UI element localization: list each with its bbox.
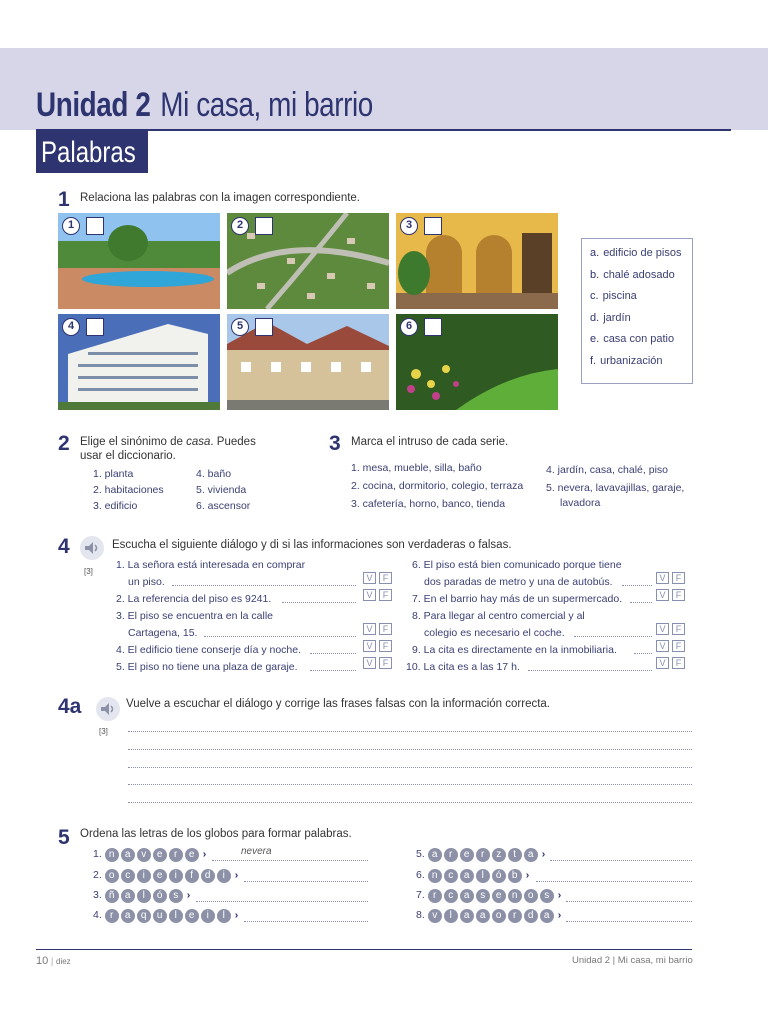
ex4-statement: 8. Para llegar al centro comercial y al [412, 610, 585, 622]
audio-play-button[interactable] [96, 697, 120, 721]
ex4-statement: un piso. [128, 576, 165, 588]
photo-5-number: 5 [231, 318, 249, 336]
letter-bubble: l [137, 889, 151, 903]
letter-bubble: a [460, 909, 474, 923]
letter-bubbles [416, 869, 529, 883]
letter-bubble: i [169, 869, 183, 883]
ex3-item: 1. mesa, mueble, silla, baño [351, 462, 482, 474]
letter-bubble: i [201, 909, 215, 923]
section-label: Palabras [41, 136, 136, 169]
letter-bubble: e [185, 909, 199, 923]
letter-bubbles [93, 889, 190, 903]
dotted-leader [204, 636, 356, 637]
option-letter: f. [590, 354, 597, 367]
example-answer: nevera [241, 846, 272, 857]
instr-part: . Puedes [210, 436, 256, 448]
letter-bubbles [416, 909, 561, 923]
answer-line[interactable] [550, 860, 692, 861]
letter-bubble: ñ [105, 889, 119, 903]
letter-bubble: o [492, 909, 506, 923]
photo-6-number: 6 [400, 318, 418, 336]
false-checkbox[interactable]: F [672, 640, 685, 652]
letter-bubble: a [121, 848, 135, 862]
instr-part: Elige el sinónimo de [80, 436, 187, 448]
letter-bubble: n [508, 889, 522, 903]
letter-bubble: r [105, 909, 119, 923]
answer-line[interactable] [212, 860, 368, 861]
ex4-statement: 6. El piso está bien comunicado porque tiene [412, 559, 622, 571]
letter-bubble: u [153, 909, 167, 923]
item-number: 5. [416, 848, 428, 860]
instr-emphasis: casa [186, 436, 211, 448]
chevron-right-icon: › [234, 869, 239, 881]
ex4-statement: 5. El piso no tiene una plaza de garaje. [116, 661, 298, 673]
true-checkbox[interactable]: V [656, 572, 669, 584]
page-num: 10 [36, 955, 49, 967]
false-checkbox[interactable]: F [672, 623, 685, 635]
footer-rule [36, 949, 692, 950]
chevron-right-icon: › [525, 869, 530, 881]
true-checkbox[interactable]: V [363, 572, 376, 584]
option-item [590, 355, 692, 377]
ex2-item: 6. ascensor [196, 500, 251, 512]
option-text: edificio de pisos [603, 247, 682, 259]
option-text: jardín [603, 311, 631, 324]
false-checkbox[interactable]: F [379, 572, 392, 584]
answer-line[interactable] [244, 921, 368, 922]
letter-bubble: s [476, 889, 490, 903]
vf-pair [653, 623, 685, 635]
letter-bubble: a [460, 889, 474, 903]
unit-name: Mi casa, mi barrio [160, 86, 373, 124]
ex4-statement: 3. El piso se encuentra en la calle [116, 610, 274, 622]
ex4-statement: dos paradas de metro y una de autobús. [424, 576, 613, 588]
answer-line[interactable] [128, 749, 692, 750]
letter-bubbles [416, 848, 545, 862]
letter-bubble: r [428, 889, 442, 903]
answer-line[interactable] [566, 921, 692, 922]
item-number: 6. [416, 869, 428, 881]
footer-unit: Unidad 2 | Mi casa, mi barrio [572, 955, 693, 966]
letter-bubble: v [137, 848, 151, 862]
audio-track: [3] [99, 727, 108, 736]
letter-bubble: c [444, 869, 458, 883]
letter-bubble: i [217, 869, 231, 883]
ex4-statement: colegio es necesario el coche. [424, 627, 565, 639]
letter-bubbles [416, 889, 561, 903]
photo-4-answer-box[interactable] [86, 318, 104, 336]
photo-5-answer-box[interactable] [255, 318, 273, 336]
false-checkbox[interactable]: F [672, 589, 685, 601]
letter-bubble: ó [492, 869, 506, 883]
letter-bubble: l [169, 909, 183, 923]
option-letter: d. [590, 311, 600, 324]
exercise-2-number: 2 [58, 432, 70, 455]
answer-line[interactable] [128, 767, 692, 768]
letter-bubble: e [153, 848, 167, 862]
vf-pair [360, 572, 392, 584]
true-checkbox[interactable]: V [363, 657, 376, 669]
exercise-4-instruction: Escucha el siguiente diálogo y di si las informaciones son verdaderas o falsas. [112, 539, 512, 551]
photo-6-answer-box[interactable] [424, 318, 442, 336]
vf-pair [360, 623, 392, 635]
exercise-1-number: 1 [58, 188, 70, 211]
answer-line[interactable] [196, 901, 368, 902]
letter-bubble: c [121, 869, 135, 883]
ex4-statement: 7. En el barrio hay más de un supermercado. [412, 593, 623, 605]
unit-title [36, 86, 373, 125]
photo-2-number: 2 [231, 217, 249, 235]
letter-bubble: r [476, 848, 490, 862]
letter-bubble: n [428, 869, 442, 883]
answer-line[interactable] [244, 881, 368, 882]
ex3-item: 4. jardín, casa, chalé, piso [546, 464, 668, 476]
exercise-5-instruction: Ordena las letras de los globos para formar palabras. [80, 828, 352, 840]
vf-pair [360, 657, 392, 669]
letter-bubble: r [169, 848, 183, 862]
letter-bubble: z [492, 848, 506, 862]
letter-bubble: l [217, 909, 231, 923]
dotted-leader [310, 670, 356, 671]
vf-pair [653, 657, 685, 669]
letter-bubble: o [524, 889, 538, 903]
vf-pair [360, 589, 392, 601]
letter-bubble: n [105, 848, 119, 862]
letter-bubble: q [137, 909, 151, 923]
item-number: 8. [416, 909, 428, 921]
exercise-4a-number: 4a [58, 695, 82, 718]
true-checkbox[interactable]: V [363, 623, 376, 635]
ex3-item: 3. cafetería, horno, banco, tienda [351, 498, 506, 510]
vf-pair [360, 640, 392, 652]
letter-bubble: r [444, 848, 458, 862]
item-number: 2. [93, 869, 105, 881]
letter-bubble: c [444, 889, 458, 903]
answer-line[interactable] [128, 731, 692, 732]
letter-bubble: s [169, 889, 183, 903]
item-number: 1. [93, 848, 105, 860]
letter-bubble: e [153, 869, 167, 883]
true-checkbox[interactable]: V [363, 640, 376, 652]
false-checkbox[interactable]: F [379, 589, 392, 601]
photo-apartment-building [58, 314, 220, 410]
photo-urbanization [227, 213, 389, 309]
answer-line[interactable] [536, 881, 692, 882]
photo-4-number: 4 [62, 318, 80, 336]
photo-2-answer-box[interactable] [255, 217, 273, 235]
option-text: urbanización [600, 354, 663, 367]
letter-bubble: a [476, 909, 490, 923]
option-item [590, 312, 692, 334]
letter-bubbles [93, 848, 206, 862]
option-letter: e. [590, 333, 600, 346]
photo-3-number: 3 [400, 217, 418, 235]
dotted-leader [634, 653, 652, 654]
letter-bubbles [93, 909, 238, 923]
letter-bubble: a [524, 848, 538, 862]
option-letter: c. [590, 290, 599, 303]
exercise-1-instruction: Relaciona las palabras con la imagen correspondiente. [80, 192, 361, 204]
chevron-right-icon: › [541, 848, 546, 860]
letter-bubble: l [444, 909, 458, 923]
exercise-3-instruction: Marca el intruso de cada serie. [351, 436, 509, 448]
photo-pool [58, 213, 220, 309]
option-text: piscina [602, 290, 637, 303]
dotted-leader [622, 585, 652, 586]
letter-bubble: v [428, 909, 442, 923]
true-checkbox[interactable]: V [656, 657, 669, 669]
page-word: diez [56, 957, 71, 966]
photo-3-answer-box[interactable] [424, 217, 442, 235]
option-item [590, 247, 692, 269]
ex3-item: lavadora [560, 497, 601, 509]
dotted-leader [630, 602, 652, 603]
letter-bubble: t [508, 848, 522, 862]
ex3-item: 5. nevera, lavavajillas, garaje, [546, 482, 685, 494]
letter-bubble: e [185, 848, 199, 862]
exercise-3-number: 3 [329, 432, 341, 455]
answer-line[interactable] [566, 901, 692, 902]
false-checkbox[interactable]: F [672, 657, 685, 669]
item-number: 3. [93, 889, 105, 901]
photo-1-number: 1 [62, 217, 80, 235]
exercise-2-instruction-line2: usar el diccionario. [80, 450, 176, 462]
speaker-icon [99, 700, 117, 718]
false-checkbox[interactable]: F [379, 640, 392, 652]
ex4-statement: 9. La cita es directamente en la inmobiliaria. [412, 644, 617, 656]
dotted-leader [528, 670, 652, 671]
dotted-leader [574, 636, 652, 637]
letter-bubble: e [492, 889, 506, 903]
letter-bubble: l [476, 869, 490, 883]
chevron-right-icon: › [557, 889, 562, 901]
letter-bubble: r [508, 909, 522, 923]
ex4-statement: Cartagena, 15. [128, 627, 198, 639]
letter-bubble: s [540, 889, 554, 903]
vf-pair [653, 589, 685, 601]
ex2-item: 1. planta [93, 468, 134, 480]
item-number: 7. [416, 889, 428, 901]
answer-line[interactable] [128, 802, 692, 803]
letter-bubble: i [137, 869, 151, 883]
chevron-right-icon: › [557, 909, 562, 921]
option-letter: a. [590, 247, 600, 259]
options-box [581, 238, 693, 384]
dotted-leader [282, 602, 356, 603]
photo-patio-house [396, 213, 558, 309]
option-item [590, 290, 692, 312]
false-checkbox[interactable]: F [379, 657, 392, 669]
option-letter: b. [590, 268, 600, 281]
true-checkbox[interactable]: V [656, 640, 669, 652]
vf-pair [653, 640, 685, 652]
true-checkbox[interactable]: V [363, 589, 376, 601]
letter-bubble: a [540, 909, 554, 923]
false-checkbox[interactable]: F [672, 572, 685, 584]
letter-bubble: a [460, 869, 474, 883]
letter-bubble: a [428, 848, 442, 862]
letter-bubble: o [105, 869, 119, 883]
letter-bubble: d [524, 909, 538, 923]
vf-pair [653, 572, 685, 584]
false-checkbox[interactable]: F [379, 623, 392, 635]
ex4-statement: 10. La cita es a las 17 h. [406, 661, 520, 673]
chevron-right-icon: › [234, 909, 239, 921]
speaker-icon [83, 539, 101, 557]
option-item [590, 333, 692, 355]
letter-bubble: a [121, 909, 135, 923]
ex2-item: 5. vivienda [196, 484, 247, 496]
exercise-4-number: 4 [58, 535, 70, 558]
ex4-statement: 2. La referencia del piso es 9241. [116, 593, 272, 605]
ex2-item: 2. habitaciones [93, 484, 164, 496]
exercise-5-number: 5 [58, 826, 70, 849]
dotted-leader [172, 585, 356, 586]
letter-bubble: b [508, 869, 522, 883]
audio-track: [3] [84, 567, 93, 576]
exercise-4a-instruction: Vuelve a escuchar el diálogo y corrige las frases falsas con la información correcta. [126, 698, 551, 710]
letter-bubble: e [460, 848, 474, 862]
unit-label: Unidad 2 [36, 86, 151, 124]
option-item [590, 269, 692, 291]
chevron-right-icon: › [186, 889, 191, 901]
item-number: 4. [93, 909, 105, 921]
letter-bubble: f [185, 869, 199, 883]
section-tab [36, 131, 148, 173]
photo-1-answer-box[interactable] [86, 217, 104, 235]
ex4-statement: 4. El edificio tiene conserje día y noche. [116, 644, 302, 656]
letter-bubble: ó [153, 889, 167, 903]
audio-play-button[interactable] [80, 536, 104, 560]
ex2-item: 4. baño [196, 468, 232, 480]
photo-terraced-houses [227, 314, 389, 410]
answer-line[interactable] [128, 784, 692, 785]
ex2-item: 3. edificio [93, 500, 138, 512]
true-checkbox[interactable]: V [656, 589, 669, 601]
letter-bubbles [93, 869, 238, 883]
exercise-2-instruction [80, 436, 256, 448]
option-text: chalé adosado [603, 268, 675, 281]
letter-bubble: d [201, 869, 215, 883]
ex4-statement: 1. La señora está interesada en comprar [116, 559, 306, 571]
page-number: 10 | diez [36, 955, 71, 967]
photo-garden [396, 314, 558, 410]
true-checkbox[interactable]: V [656, 623, 669, 635]
letter-bubble: a [121, 889, 135, 903]
chevron-right-icon: › [202, 848, 207, 860]
option-text: casa con patio [603, 333, 675, 346]
dotted-leader [310, 653, 356, 654]
ex3-item: 2. cocina, dormitorio, colegio, terraza [351, 480, 524, 492]
